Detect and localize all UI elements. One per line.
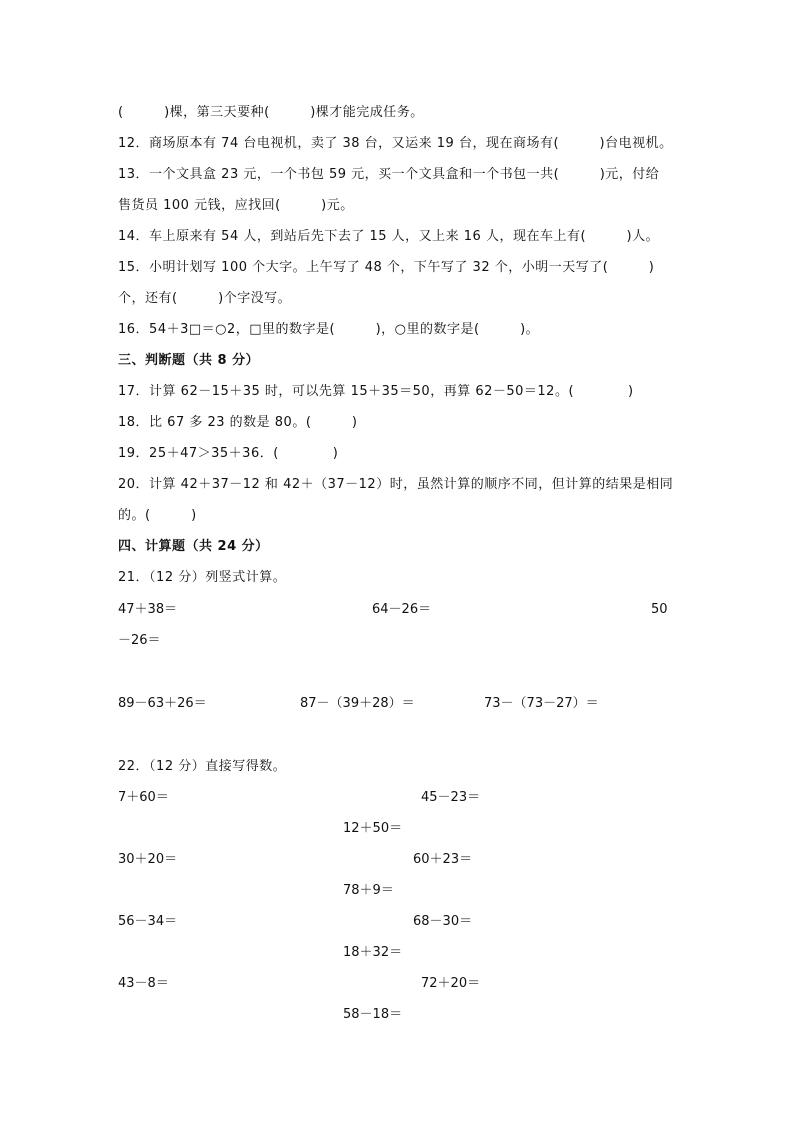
q21-problem-c-part1: 50 [651,602,668,617]
q19: 19．25＋47＞35＋36．( ) [118,446,339,461]
q22-problem: 60＋23＝ [413,852,473,867]
q20-line2: 的。( ) [118,508,197,523]
section-4-heading: 四、计算题（共 24 分） [118,539,269,554]
q12: 12．商场原本有 74 台电视机，卖了 38 台，又运来 19 台，现在商场有( )台电视机。 [118,136,673,151]
q22-problem: 68－30＝ [413,914,473,929]
q21-problem-d: 89－63＋26＝ [118,696,207,711]
q22-problem: 12＋50＝ [343,821,403,836]
q22-heading: 22．（12 分）直接写得数。 [118,759,287,774]
q22-problem: 18＋32＝ [343,945,403,960]
q21-problem-b: 64－26＝ [372,602,432,617]
q14: 14．车上原来有 54 人，到站后先下去了 15 人，又上来 16 人，现在车上有( )人。 [118,229,660,244]
q22-problem: 58－18＝ [343,1007,403,1022]
q22-problem: 78＋9＝ [343,883,394,898]
q21-problem-e: 87－（39＋28）＝ [300,696,415,711]
q21-problem-a: 47＋38＝ [118,602,178,617]
q21-problem-f: 73－（73－27）＝ [484,696,599,711]
q22-problem: 45－23＝ [421,790,481,805]
q22-problem: 56－34＝ [118,914,178,929]
q20-line1: 20．计算 42＋37－12 和 42＋（37－12）时，虽然计算的顺序不同，但计算的结果是相同 [118,477,674,492]
section-3-heading: 三、判断题（共 8 分） [118,353,260,368]
q22-problem: 72＋20＝ [421,976,481,991]
q15-line2: 个，还有( )个字没写。 [118,291,292,306]
q16: 16．54＋3□＝○2，□里的数字是( )，○里的数字是( )。 [118,322,540,337]
q17: 17．计算 62－15＋35 时，可以先算 15＋35＝50，再算 62－50＝12。( ) [118,384,634,399]
q22-problem: 30＋20＝ [118,852,178,867]
q15-line1: 15．小明计划写 100 个大字。上午写了 48 个，下午写了 32 个，小明一天写了( ) [118,260,655,275]
q22-problem: 43－8＝ [118,976,169,991]
q22-problem: 7＋60＝ [118,790,169,805]
q18: 18．比 67 多 23 的数是 80。( ) [118,415,358,430]
q13-line2: 售货员 100 元钱，应找回( )元。 [118,198,354,213]
q11-continuation: ( )棵，第三天要种( )棵才能完成任务。 [118,105,424,120]
q21-heading: 21．（12 分）列竖式计算。 [118,570,287,585]
q13-line1: 13．一个文具盒 23 元，一个书包 59 元，买一个文具盒和一个书包一共( )元，付给 [118,167,660,182]
q21-problem-c-part2: －26＝ [118,633,161,648]
